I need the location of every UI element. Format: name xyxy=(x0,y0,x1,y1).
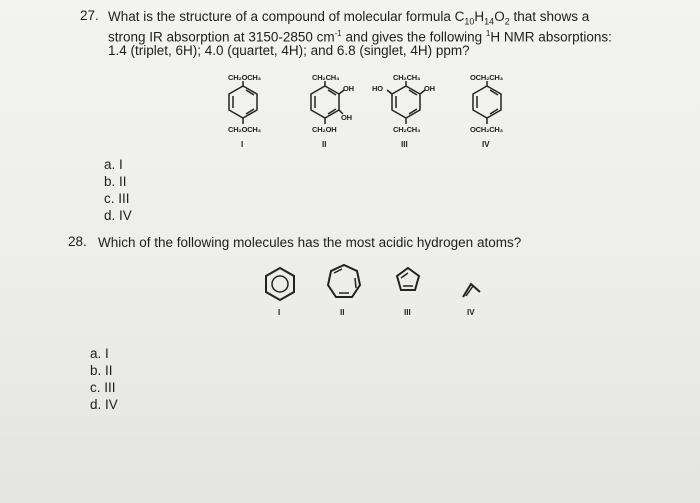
molecule-IV-propene xyxy=(463,284,480,297)
molecule-IV-numeral: IV xyxy=(467,308,475,317)
structure-II-top-label: CH₂CH₃ xyxy=(312,73,340,82)
molecule-III-cyclopentadiene xyxy=(397,268,419,290)
question-28-number: 28. xyxy=(68,234,87,249)
structure-I-numeral: I xyxy=(241,140,244,149)
structure-II-bottom-label: CH₂OH xyxy=(312,125,337,134)
molecule-I-numeral: I xyxy=(278,308,281,317)
q28-option-c[interactable]: c. III xyxy=(90,380,116,395)
molecule-III-numeral: III xyxy=(404,308,411,317)
question-27-text-line-1: What is the structure of a compound of molecular formula $C_{10}H_{14}O_2$ that shows a xyxy=(108,9,590,27)
q28-option-b[interactable]: b. II xyxy=(90,363,113,378)
structure-II-numeral: II xyxy=(322,140,327,149)
structure-I-top-label: CH₂OCH₃ xyxy=(228,73,261,82)
structure-I-ring xyxy=(229,81,257,124)
structure-III-ho-label: HO xyxy=(372,84,383,93)
question-27-text-line-2: strong IR absorption at 3150-2850 $cm^{-1}$ and gives the following $^1$H NMR absorptions: xyxy=(108,29,612,45)
q28-option-d[interactable]: d. IV xyxy=(90,397,118,412)
molecule-II-numeral: II xyxy=(340,308,345,317)
question-27-number: 27. xyxy=(80,8,99,23)
structure-IV-bottom-label: OCH₂CH₃ xyxy=(470,125,503,134)
structure-II-oh-label: OH xyxy=(343,84,354,93)
q27-option-a[interactable]: a. I xyxy=(104,157,123,172)
structure-III-top-label: CH₂CH₃ xyxy=(393,73,421,82)
structure-IV-numeral: IV xyxy=(482,140,490,149)
q27-option-b[interactable]: b. II xyxy=(104,174,127,189)
structure-III-oh-label: OH xyxy=(424,84,435,93)
molecule-II-cycloheptatriene xyxy=(328,265,360,297)
structure-III-ring xyxy=(387,81,425,124)
structure-IV-ring xyxy=(473,81,501,124)
q27-option-c[interactable]: c. III xyxy=(104,191,130,206)
question-28-text: Which of the following molecules has the most acidic hydrogen atoms? xyxy=(98,235,522,250)
question-27-text-line-3: 1.4 (triplet, 6H); 4.0 (quartet, 4H); and 6.8 (singlet, 4H) ppm? xyxy=(108,43,470,58)
q27-option-d[interactable]: d. IV xyxy=(104,208,132,223)
structure-II-oh2-label: OH xyxy=(341,113,352,122)
structure-IV-top-label: OCH₂CH₃ xyxy=(470,73,503,82)
structure-I-bottom-label: CH₂OCH₃ xyxy=(228,125,261,134)
molecule-I-benzene xyxy=(266,268,294,300)
structure-III-bottom-label: CH₂CH₃ xyxy=(393,125,421,134)
q28-option-a[interactable]: a. I xyxy=(90,346,109,361)
structure-II-ring xyxy=(311,81,344,124)
structure-III-numeral: III xyxy=(401,140,408,149)
